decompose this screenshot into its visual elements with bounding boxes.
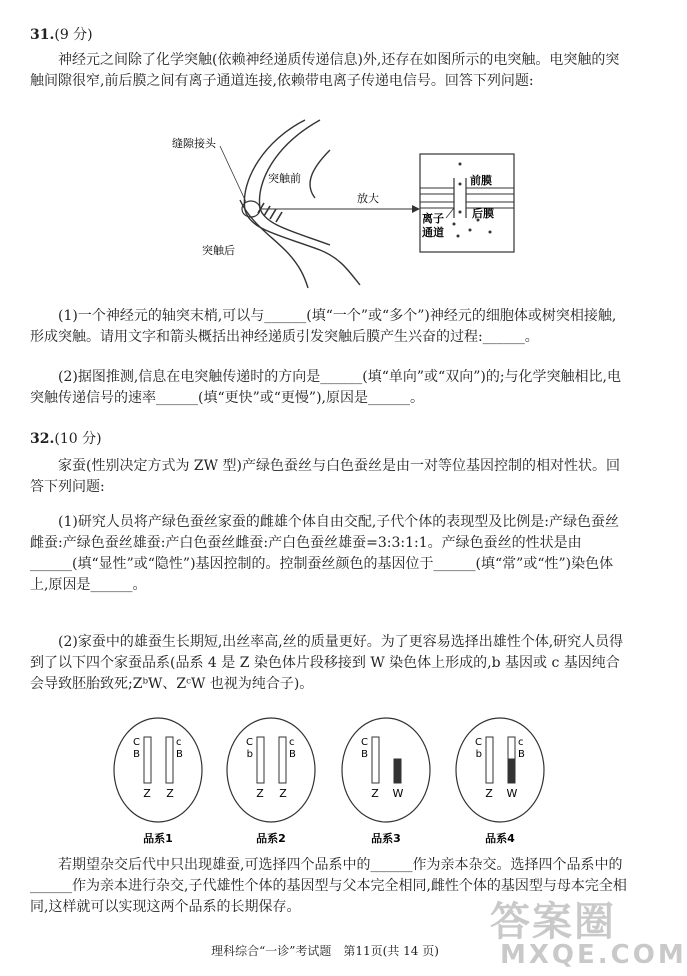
page-footer: 理科综合“一诊”考试题 第11页(共 14 页) [211,944,439,958]
gene-label: b [475,749,482,760]
question-score: (10 分) [54,431,102,447]
gene-label: C [246,737,253,748]
gene-label: b [246,749,253,760]
post-membrane-label: 后膜 [472,207,494,220]
chromosome-label: Z [166,787,174,800]
chromosome-label: Z [256,787,264,800]
ion-channel-label-1: 离子 [422,212,444,225]
question-31-part1: (1)一个神经元的轴突末梢,可以与______(填“一个”或“多个”)神经元的细胞体或树突相接触,形成突触。请用文字和箭头概括出神经递质引发突触后膜产生兴奋的过程:______。 [30,308,617,345]
question-32-intro: 家蚕(性别决定方式为 ZW 型)产绿色蚕丝与白色蚕丝是由一对等位基因控制的相对性状。回答下列问题: [30,458,620,495]
chromosome-label: W [506,787,518,800]
gene-label: c [518,737,524,748]
question-32-part3: 若期望杂交后代中只出现雄蚕,可选择四个品系中的______作为亲本杂交。选择四个品系中的______作为亲本进行杂交,子代雄性个体的基因型与父本完全相同,雌性个体的基因型与母本完全相同,这样就可以实现这两个品系的长期保存。 [30,857,627,915]
gene-label: C [133,737,140,748]
strain-figure [110,715,550,850]
chromosome-label: W [392,787,404,800]
gene-label: C [361,737,368,748]
question-score: (9 分) [54,27,93,43]
strain-label: 品系3 [371,832,401,845]
question-32-header [30,428,102,448]
chromosome-label: Z [143,787,151,800]
strain-label: 品系2 [256,832,286,845]
question-number: 31. [30,27,55,43]
question-32-part2: (2)家蚕中的雄蚕生长期短,出丝率高,丝的质量更好。为了更容易选择出雄性个体,研究人员得到了以下四个家蚕品系(品系 4 是 Z 染色体片段移接到 W 染色体上形成的,b 基因或 c 基因纯合会导致胚胎致死;ZᵇW、ZᶜW 也视为纯合子)。 [30,634,624,692]
chromosome-label: Z [279,787,287,800]
w-chromosome [394,759,401,783]
question-31-intro: 神经元之间除了化学突触(依赖神经递质传递信息)外,还存在如图所示的电突触。电突触的突触间隙很窄,前后膜之间有离子通道连接,依赖带电离子传递电信号。回答下列问题: [30,52,620,89]
watermark-logo: 答案圈 [490,899,616,945]
pre-membrane-label: 前膜 [470,174,492,187]
presynaptic-label: 突触前 [268,172,301,185]
ion-channel-label-2: 通道 [422,226,444,239]
question-31-header [30,24,93,44]
chromosome-label: Z [371,787,379,800]
gene-label: B [289,749,296,760]
strain-1 [114,718,202,845]
strain-3 [342,718,430,845]
chromosome-label: Z [485,787,493,800]
watermark-url: MXQE.COM [500,940,687,970]
question-number: 32. [30,431,55,447]
gene-label: B [518,749,525,760]
postsynaptic-label: 突触后 [202,244,235,257]
gap-junction-label: 缝隙接头 [172,137,216,150]
strain-label: 品系1 [143,832,173,845]
w-chromosome [508,759,515,783]
strain-label: 品系4 [485,832,515,845]
question-32-part1: (1)研究人员将产绿色蚕丝家蚕的雌雄个体自由交配,子代个体的表现型及比例是:产绿色蚕丝雌蚕:产绿色蚕丝雄蚕:产白色蚕丝雌蚕:产白色蚕丝雄蚕=3:3:1:1。产绿色蚕丝的性状是由______(填“显性”或“隐性”)基因控制的。控制蚕丝颜色的基因位于______(填“常”或“性”)染色体上,原因是______。 [30,514,619,593]
gene-label: B [176,749,183,760]
strain-4 [456,718,544,845]
gene-label: c [176,737,182,748]
question-31-part2: (2)据图推测,信息在电突触传递时的方向是______(填“单向”或“双向”)的;与化学突触相比,电突触传递信号的速率______(填“更快”或“更慢”),原因是______。 [30,369,621,406]
magnify-label: 放大 [357,192,379,205]
electrical-synapse-figure [160,110,520,290]
gene-label: c [289,737,295,748]
gene-label: B [361,749,368,760]
gene-label: C [475,737,482,748]
strain-2 [227,718,315,845]
gene-label: B [133,749,140,760]
